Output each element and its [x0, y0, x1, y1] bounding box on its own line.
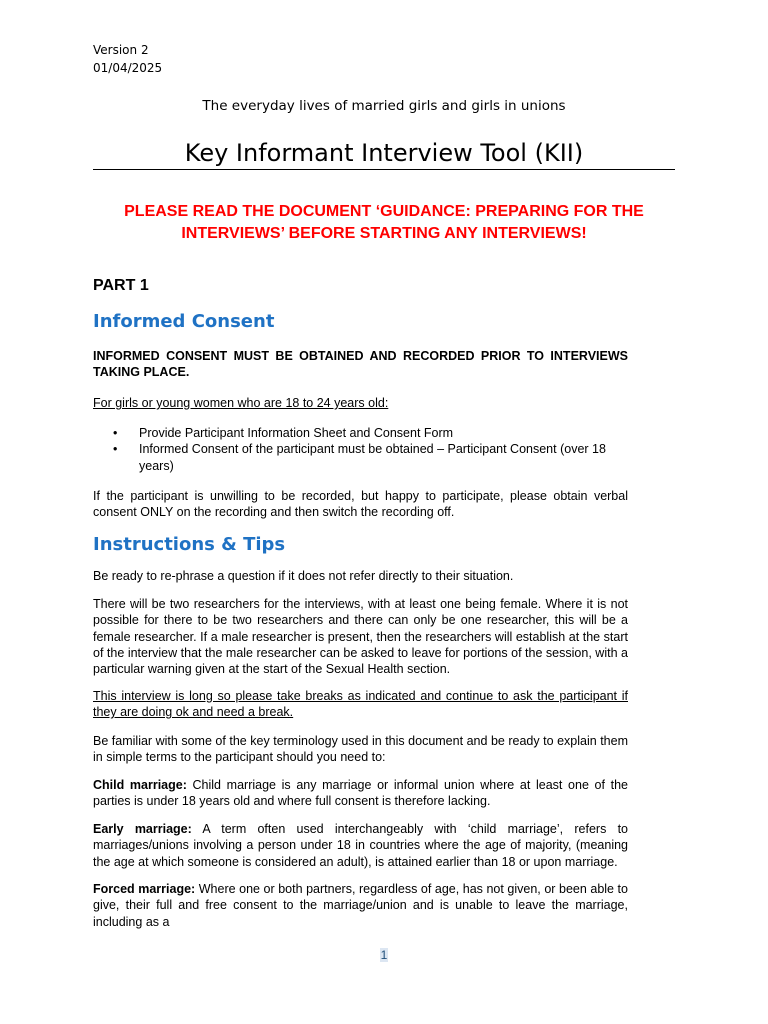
consent-notice: INFORMED CONSENT MUST BE OBTAINED AND RECORDED PRIOR TO INTERVIEWS TAKING PLACE.	[93, 349, 628, 380]
recording-note: If the participant is unwilling to be recorded, but happy to participate, please obtain verbal consent ONLY on the recording and then switch the recording off.	[93, 489, 628, 520]
title-underline	[93, 169, 675, 170]
definition-child-marriage	[93, 777, 628, 810]
definition-early-marriage	[93, 821, 628, 870]
warning-notice: PLEASE READ THE DOCUMENT ‘GUIDANCE: PREPARING FOR THE INTERVIEWS’ BEFORE STARTING ANY INTERVIEWS!	[124, 203, 644, 242]
definition-term: Child marriage:	[93, 778, 187, 792]
list-item	[93, 441, 628, 474]
informed-consent-heading: Informed Consent	[93, 311, 275, 332]
tips-paragraph-rephrase: Be ready to re-phrase a question if it does not refer directly to their situation.	[93, 569, 514, 583]
page-number-value: 1	[380, 948, 388, 962]
document-title: Key Informant Interview Tool (KII)	[184, 139, 584, 167]
tips-paragraph-terminology: Be familiar with some of the key terminology used in this document and be ready to explain them in simple terms to the participant should you need to:	[93, 734, 628, 765]
version-label: Version 2	[93, 43, 149, 57]
document-subtitle: The everyday lives of married girls and girls in unions	[202, 98, 566, 114]
definition-text: Child marriage is any marriage or informal union where at least one of the parties is under 18 years old and where full consent is therefore lacking.	[93, 778, 629, 809]
consent-audience: For girls or young women who are 18 to 24 years old:	[93, 396, 389, 410]
part-heading: PART 1	[93, 277, 149, 294]
definition-term: Forced marriage:	[93, 882, 196, 896]
bullet-text: Provide Participant Information Sheet and Consent Form	[139, 426, 454, 440]
consent-bullet-list	[93, 425, 628, 474]
definition-term: Early marriage:	[93, 822, 192, 836]
version-date: 01/04/2025	[93, 61, 163, 75]
bullet-icon: •	[113, 442, 118, 457]
instructions-heading: Instructions & Tips	[93, 534, 286, 555]
tips-paragraph-breaks: This interview is long so please take breaks as indicated and continue to ask the participant if they are doing ok and need a break.	[93, 689, 628, 720]
tips-paragraph-researchers: There will be two researchers for the interviews, with at least one being female. Where it is not possible for there to be two researchers and there can only be one researcher, this will be a female researcher. If a male researcher is present, then the researchers will establish at the start of the interview that the male researcher can be asked to leave for portions of the session, with a particular warning given at the start of the Sexual Health section.	[93, 597, 628, 677]
definition-forced-marriage	[93, 881, 628, 930]
list-item	[93, 425, 628, 441]
bullet-icon: •	[113, 426, 118, 440]
definition-text: A term often used interchangeably with ‘child marriage’, refers to marriages/unions involving a person under 18 in countries where the age of majority, (meaning the age at which someone is considered an adult), is attained earlier than 18 or upon marriage.	[93, 822, 628, 869]
definition-text: Where one or both partners, regardless of age, has not given, or been able to give, their full and free consent to the marriage/union and is unable to leave the marriage, including as a	[93, 882, 628, 929]
page-number	[0, 948, 768, 962]
bullet-text: Informed Consent of the participant must be obtained – Participant Consent (over 18 years)	[139, 442, 606, 473]
